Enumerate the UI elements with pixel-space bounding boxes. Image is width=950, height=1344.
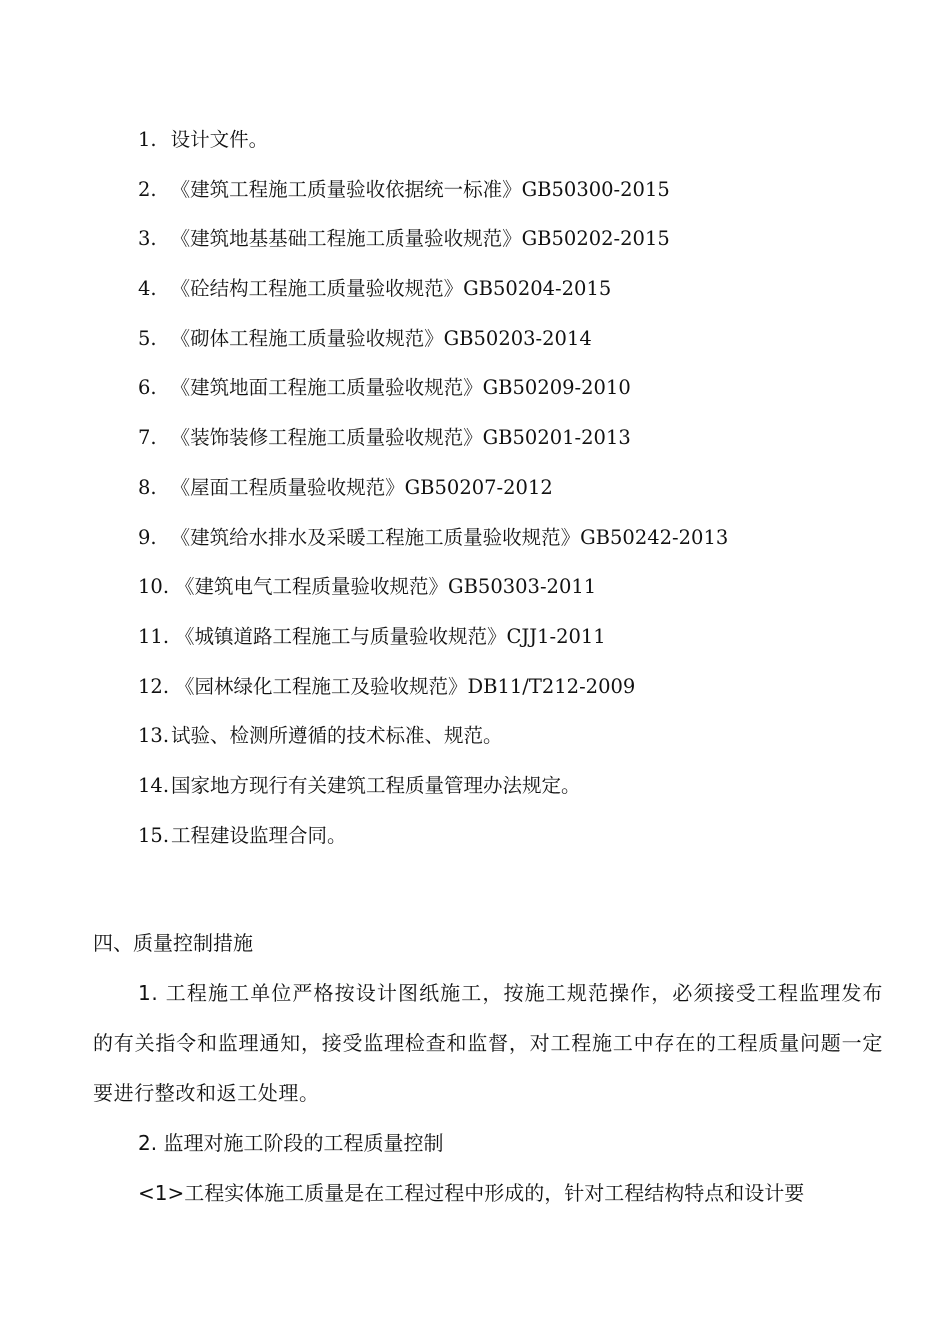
list-item-text: 国家地方现行有关建筑工程质量管理办法规定。: [171, 773, 581, 797]
list-item-number: 13.: [138, 724, 170, 748]
list-item: [138, 470, 918, 520]
list-item-text: 《建筑工程施工质量验收依据统一标准》GB50300-2015: [170, 177, 670, 201]
list-item-number: 14.: [138, 773, 170, 797]
list-item-number: 5.: [138, 326, 157, 350]
list-item-text: 《装饰装修工程施工质量验收规范》GB50201-2013: [170, 426, 631, 450]
list-item-number: 6.: [138, 376, 157, 400]
list-item: [138, 520, 918, 570]
list-item-text: 《建筑电气工程质量验收规范》GB50303-2011: [175, 575, 597, 599]
list-item-number: 4.: [138, 277, 157, 301]
list-item: [138, 669, 918, 719]
list-item: [138, 420, 918, 470]
list-item-number: 9.: [138, 525, 157, 549]
list-item: [138, 370, 918, 420]
list-item-text: 《屋面工程质量验收规范》GB50207-2012: [170, 475, 553, 499]
list-item-text: 设计文件。: [170, 128, 269, 151]
list-item: [138, 768, 918, 818]
list-item-text: 《建筑给水排水及采暖工程施工质量验收规范》GB50242-2013: [170, 525, 729, 549]
list-item: [138, 818, 918, 868]
list-item-text: 《建筑地基基础工程施工质量验收规范》GB50202-2015: [170, 227, 670, 251]
basis-list: [138, 122, 918, 867]
list-item-number: 2.: [138, 177, 157, 201]
list-item: [138, 271, 918, 321]
list-item-text: 《砌体工程施工质量验收规范》GB50203-2014: [170, 326, 592, 350]
list-item: [138, 122, 918, 172]
subheading: 2. 监理对施工阶段的工程质量控制: [138, 1131, 444, 1155]
list-item-text: 试验、检测所遵循的技术标准、规范。: [171, 724, 503, 748]
list-item-number: 3.: [138, 227, 157, 251]
list-item-number: 12.: [138, 674, 170, 698]
list-item-number: 8.: [138, 475, 157, 499]
list-item: [138, 569, 918, 619]
list-item: [138, 619, 918, 669]
list-item-text: 工程建设监理合同。: [171, 823, 347, 847]
list-item-number: 11.: [138, 624, 170, 648]
list-item: [138, 321, 918, 371]
list-item-text: 《园林绿化工程施工及验收规范》DB11/T212-2009: [175, 674, 636, 698]
list-item-text: 《砼结构工程施工质量验收规范》GB50204-2015: [170, 277, 612, 301]
list-item-number: 15.: [138, 823, 170, 847]
list-item-number: 10.: [138, 575, 170, 599]
list-item-text: 《城镇道路工程施工与质量验收规范》CJJ1-2011: [175, 624, 606, 648]
section-heading: 四、质量控制措施: [93, 931, 253, 955]
list-item-number: 1.: [138, 128, 157, 151]
list-item-number: 7.: [138, 426, 157, 450]
paragraph: 1. 工程施工单位严格按设计图纸施工，按施工规范操作，必须接受工程监理发布的有关指令和监理通知，接受监理检查和监督，对工程施工中存在的工程质量问题一定要进行整改和返工处理。: [93, 981, 883, 1105]
paragraph: <1>工程实体施工质量是在工程过程中形成的，针对工程结构特点和设计要: [138, 1181, 805, 1205]
list-item-text: 《建筑地面工程施工质量验收规范》GB50209-2010: [170, 376, 631, 400]
list-item: [138, 221, 918, 271]
list-item: [138, 172, 918, 222]
quality-control-section: [93, 918, 883, 1218]
list-item: [138, 718, 918, 768]
